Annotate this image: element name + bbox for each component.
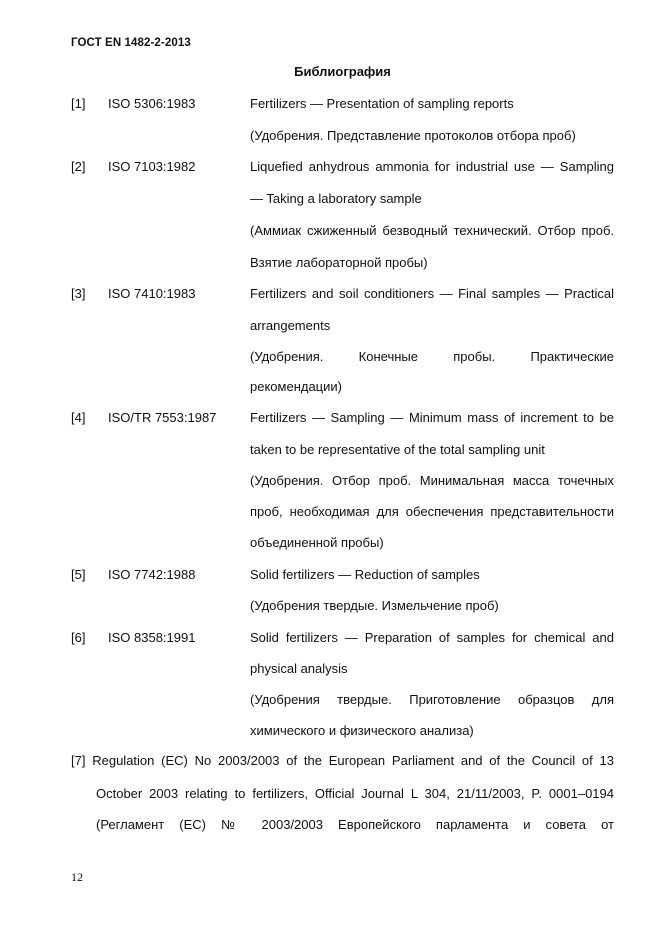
- reference-code: ISO/TR 7553:1987: [108, 410, 217, 425]
- reference-code: ISO 5306:1983: [108, 96, 196, 111]
- reference-line: проб, необходимая для обеспечения представительности: [250, 504, 614, 519]
- reference-line: October 2003 relating to fertilizers, Official Journal L 304, 21/11/2003, P. 0001–0194: [96, 786, 614, 801]
- reference-line: arrangements: [250, 318, 331, 333]
- reference-line: Взятие лабораторной пробы): [250, 255, 428, 270]
- reference-number: [3]: [71, 286, 86, 301]
- reference-number: [5]: [71, 567, 86, 582]
- reference-line: Fertilizers — Sampling — Minimum mass of increment to be: [250, 410, 614, 425]
- reference-line: объединенной пробы): [250, 535, 384, 550]
- reference-line: physical analysis: [250, 661, 348, 676]
- reference-code: ISO 7410:1983: [108, 286, 196, 301]
- reference-line: (Удобрения. Отбор проб. Минимальная масса точечных: [250, 473, 614, 488]
- reference-line: [7] Regulation (EC) No 2003/2003 of the European Parliament and of the Council of 13: [71, 753, 614, 768]
- reference-line: Fertilizers and soil conditioners — Final samples — Practical: [250, 286, 614, 301]
- reference-line: — Taking a laboratory sample: [250, 191, 422, 206]
- reference-number: [6]: [71, 630, 86, 645]
- reference-line: Liquefied anhydrous ammonia for industrial use — Sampling: [250, 159, 614, 174]
- reference-number: [1]: [71, 96, 86, 111]
- reference-line: Solid fertilizers — Preparation of samples for chemical and: [250, 630, 614, 645]
- reference-number: [4]: [71, 410, 86, 425]
- page-title: Библиография: [294, 64, 391, 79]
- reference-line: рекомендации): [250, 379, 342, 394]
- reference-line: (Аммиак сжиженный безводный технический. Отбор проб.: [250, 223, 614, 238]
- reference-code: ISO 8358:1991: [108, 630, 196, 645]
- reference-line: химического и физического анализа): [250, 723, 474, 738]
- reference-number: [2]: [71, 159, 86, 174]
- reference-code: ISO 7103:1982: [108, 159, 196, 174]
- reference-line: (Удобрения. Конечные пробы. Практические: [250, 349, 614, 364]
- reference-line: (Удобрения. Представление протоколов отбора проб): [250, 128, 576, 143]
- reference-line: (Регламент (ЕС) № 2003/2003 Европейского парламента и совета от: [96, 817, 614, 832]
- document-header: ГОСТ EN 1482-2-2013: [71, 37, 191, 49]
- reference-line: Solid fertilizers — Reduction of samples: [250, 567, 480, 582]
- reference-code: ISO 7742:1988: [108, 567, 196, 582]
- reference-line: (Удобрения твердые. Измельчение проб): [250, 598, 499, 613]
- reference-line: taken to be representative of the total sampling unit: [250, 442, 545, 457]
- page-number: 12: [71, 870, 83, 884]
- reference-line: (Удобрения твердые. Приготовление образцов для: [250, 692, 614, 707]
- reference-line: Fertilizers — Presentation of sampling reports: [250, 96, 514, 111]
